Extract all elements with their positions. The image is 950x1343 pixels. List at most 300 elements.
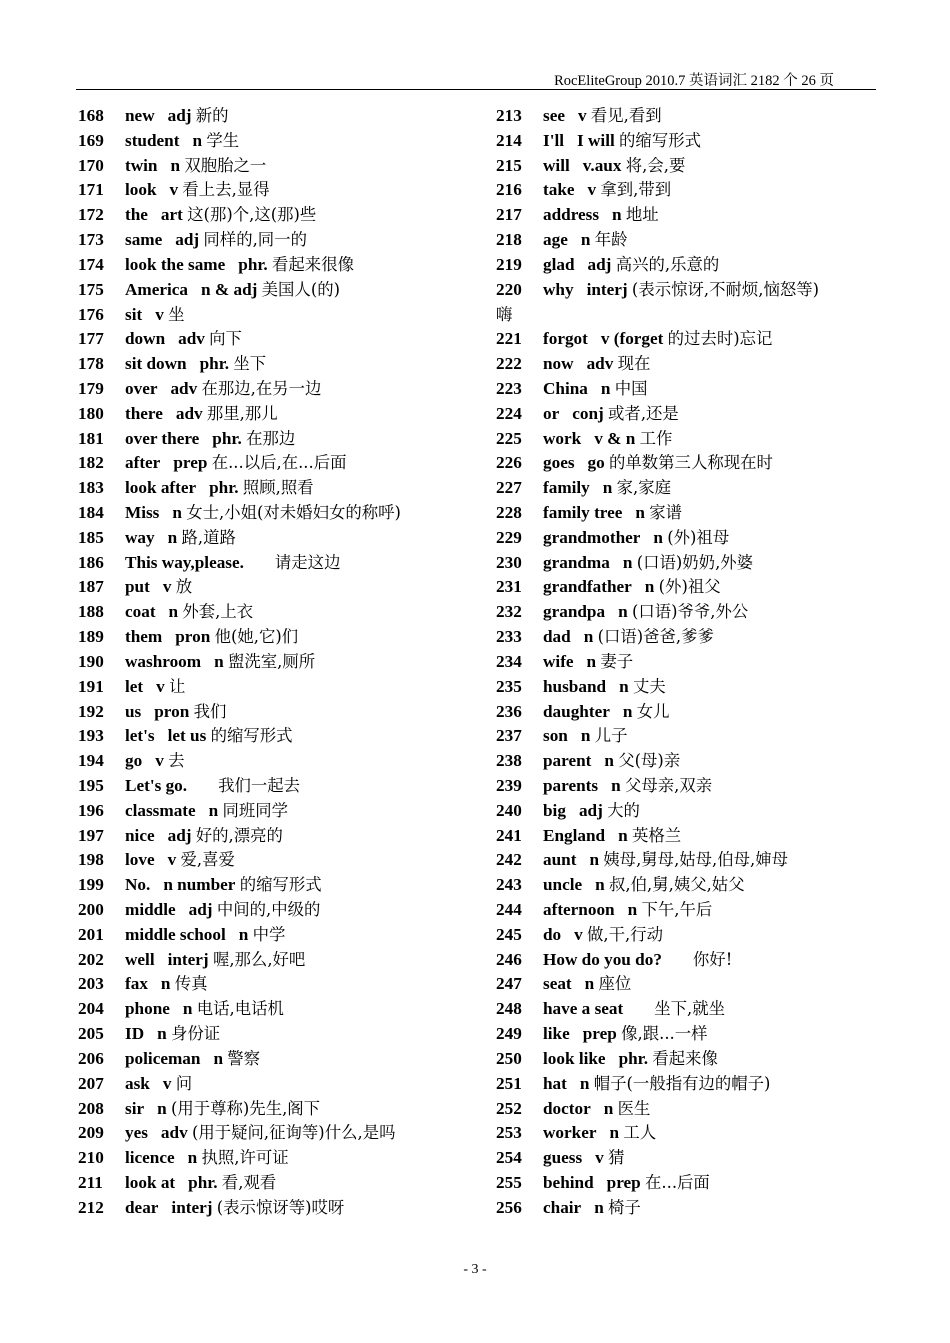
entry-word: husband [543,676,607,696]
entry-part-of-speech: n [627,900,638,919]
entry-number: 202 [78,949,104,969]
entry-word: over [125,378,158,398]
entry-number: 255 [496,1172,522,1192]
entry-meaning: 拿到,带到 [600,180,672,200]
entry-word: classmate [125,800,196,820]
entry-part-of-speech: n [167,527,178,547]
vocab-entry [496,600,878,625]
entry-word: No. [125,875,151,895]
vocab-entry [78,848,478,873]
entry-word: new [125,106,155,125]
vocab-entry [78,923,478,948]
vocab-entry [78,1072,478,1097]
entry-number: 240 [496,800,522,820]
entry-word: dad [543,627,571,647]
entry-meaning: 椅子 [608,1197,641,1217]
entry-meaning: 父母亲,双亲 [624,775,713,795]
entry-meaning: 医生 [617,1098,651,1118]
entry-meaning: 工作 [639,428,673,448]
entry-part-of-speech: n [644,577,655,597]
entry-part-of-speech: v [577,106,587,125]
entry-meaning: 的缩写形式 [239,875,322,895]
entry-part-of-speech: v [162,577,172,597]
entry-number: 215 [496,155,522,175]
entry-word: why [543,279,574,299]
entry-meaning: 向下 [209,329,242,349]
vocab-entry [496,1072,878,1097]
vocab-entry [78,129,478,154]
vocab-entry [78,178,478,203]
entry-part-of-speech: n [653,527,663,547]
entry-part-of-speech: adj [587,254,612,274]
entry-part-of-speech: phr. [618,1048,649,1068]
entry-number: 242 [496,850,522,870]
entry-part-of-speech: n [622,552,633,572]
vocab-entry [78,1097,478,1122]
entry-word: or [543,403,560,423]
entry-part-of-speech: adj [175,230,200,250]
entry-part-of-speech: n [580,726,591,746]
entry-part-of-speech: v & n [594,428,636,448]
vocab-entry [78,1121,478,1146]
vocab-entry [78,774,478,799]
entry-meaning: 像,跟...一样 [621,1024,708,1044]
vocab-entry [496,799,878,824]
entry-meaning: 那里,那儿 [206,403,278,423]
entry-meaning: 我们 [193,701,227,721]
entry-part-of-speech: v [156,676,165,696]
entry-number: 219 [496,254,522,274]
entry-number: 253 [496,1123,522,1143]
vocab-entry [78,551,478,576]
entry-meaning: (用于尊称)先生,阁下 [170,1098,321,1118]
entry-word: grandpa [543,602,606,622]
entry-word: sir [125,1098,145,1118]
vocab-entry [496,848,878,873]
entry-meaning: 警察 [227,1048,261,1068]
entry-number: 244 [496,900,522,919]
entry-word: look the same [125,254,226,274]
entry-word: sit [125,304,143,324]
entry-word: How do you do? [543,949,662,969]
entry-number: 169 [78,130,104,150]
vocab-entry [496,774,878,799]
entry-word: there [125,403,163,423]
entry-meaning: 看起来像 [652,1048,718,1068]
entry-number: 209 [78,1123,104,1143]
entry-part-of-speech: prep [173,453,208,473]
entry-number: 178 [78,354,104,374]
vocab-entry [78,675,478,700]
entry-part-of-speech: phr. [199,354,230,374]
entry-meaning: 电话,电话机 [196,999,284,1019]
entry-word: address [543,205,600,225]
vocab-entry [496,278,878,328]
vocab-entry [496,972,878,997]
vocab-entry [78,278,478,303]
entry-number: 197 [78,825,104,845]
entry-word: look at [125,1172,176,1192]
vocab-entry [78,948,478,973]
entry-meaning: 在那边 [246,428,296,448]
entry-part-of-speech: art [160,205,183,225]
vocab-entry [496,824,878,849]
entry-meaning: 问 [175,1073,193,1093]
entry-meaning: 看起来很像 [272,254,354,274]
entry-number: 208 [78,1098,104,1118]
entry-meaning: 让 [169,676,186,696]
entry-part-of-speech: adj [188,900,213,919]
entry-word: behind [543,1172,594,1192]
entry-number: 233 [496,627,522,647]
entry-number: 252 [496,1098,522,1118]
vocab-entry [496,997,878,1022]
entry-part-of-speech: n [192,130,203,150]
entry-part-of-speech: interj [167,949,209,969]
entry-number: 222 [496,354,522,374]
entry-number: 218 [496,230,522,250]
vocab-entry [496,675,878,700]
vocab-entry [496,724,878,749]
entry-part-of-speech: n [595,875,605,895]
entry-word: let [125,676,144,696]
entry-meaning: 在...以后,在...后面 [211,453,347,473]
entry-meaning: (外)祖母 [667,527,730,547]
entry-part-of-speech: adv [175,403,203,423]
entry-part-of-speech: n [157,1024,167,1044]
entry-part-of-speech: n [635,503,645,522]
vocab-column-left [78,104,478,1221]
vocab-entry [496,1047,878,1072]
entry-number: 175 [78,279,104,299]
vocab-entry [496,427,878,452]
entry-part-of-speech: adj [167,825,192,845]
vocab-entry [78,997,478,1022]
entry-word: ask [125,1073,150,1093]
entry-word: twin [125,155,158,175]
entry-number: 182 [78,453,104,473]
entry-word: same [125,230,163,250]
entry-meaning: 家,家庭 [616,478,672,498]
entry-number: 251 [496,1073,522,1093]
entry-word: do [543,924,562,944]
entry-number: 249 [496,1024,522,1044]
vocab-entry [496,253,878,278]
entry-meaning: 帽子(一般指有边的帽子) [593,1073,771,1093]
entry-number: 238 [496,751,522,771]
vocab-entry [78,650,478,675]
entry-word: family [543,478,590,498]
entry-meaning: 大的 [607,800,640,820]
entry-number: 225 [496,428,522,448]
vocab-entry [78,749,478,774]
entry-number: 214 [496,130,522,150]
entry-number: 246 [496,949,522,969]
entry-word: goes [543,453,575,473]
entry-meaning: 的过去时)忘记 [667,329,773,349]
entry-number: 210 [78,1148,104,1168]
entry-part-of-speech: n [600,378,611,398]
entry-word: seat [543,974,572,994]
entry-part-of-speech: n [580,230,591,250]
entry-part-of-speech: n [170,155,181,175]
entry-word: grandmother [543,527,641,547]
entry-part-of-speech: prep [582,1024,617,1044]
entry-meaning: 学生 [206,130,240,150]
entry-word: worker [543,1123,597,1143]
entry-part-of-speech: pron [154,701,190,721]
entry-part-of-speech: n [618,825,628,845]
entry-meaning: 同样的,同一的 [203,230,307,250]
entry-part-of-speech: n [187,1148,198,1168]
entry-meaning: 妻子 [600,651,634,671]
entry-word: yes [125,1123,148,1143]
entry-word: have a seat [543,999,624,1019]
entry-word: middle [125,900,176,919]
entry-part-of-speech: n & adj [201,279,258,299]
entry-meaning: 中间的,中级的 [216,900,321,919]
entry-number: 188 [78,602,104,622]
entry-word: age [543,230,568,250]
vocab-entry [496,327,878,352]
entry-word: down [125,329,166,349]
entry-meaning: 年龄 [594,230,628,250]
entry-word: uncle [543,875,583,895]
entry-part-of-speech: adv [586,354,614,374]
entry-meaning: 在...后面 [645,1172,710,1192]
vocab-entry [496,154,878,179]
entry-meaning: 中国 [614,378,648,398]
entry-part-of-speech: n [603,1098,614,1118]
entry-word: daughter [543,701,610,721]
vocab-entry [78,873,478,898]
entry-part-of-speech: go [587,453,605,473]
vocab-entry [78,377,478,402]
entry-meaning: (表示惊讶等)哎呀 [216,1197,345,1217]
entry-meaning: 美国人(的) [261,279,341,299]
entry-meaning: 姨母,舅母,姑母,伯母,婶母 [603,850,789,870]
entry-number: 191 [78,676,104,696]
entry-meaning: 看,观看 [221,1172,277,1192]
entry-number: 234 [496,651,522,671]
entry-meaning: 坐下 [233,354,267,374]
entry-number: 186 [78,552,104,572]
entry-word: middle school [125,924,226,944]
entry-number: 228 [496,503,522,522]
entry-word: the [125,205,148,225]
entry-word: chair [543,1197,582,1217]
entry-number: 201 [78,924,104,944]
vocab-entry [496,104,878,129]
entry-number: 193 [78,726,104,746]
vocab-entry [496,551,878,576]
entry-number: 183 [78,478,104,498]
entry-word: parent [543,751,592,771]
entry-word: sit down [125,354,187,374]
vocab-entry [496,749,878,774]
entry-number: 250 [496,1048,522,1068]
entry-word: us [125,701,142,721]
entry-meaning: 的缩写形式 [210,726,293,746]
entry-number: 217 [496,205,522,225]
entry-part-of-speech: n [602,478,613,498]
entry-word: hat [543,1073,567,1093]
vocab-entry [496,228,878,253]
entry-meaning: 丈夫 [632,676,666,696]
entry-word: policeman [125,1048,201,1068]
entry-word: son [543,726,568,746]
entry-word: family tree [543,503,623,522]
entry-number: 181 [78,428,104,448]
entry-number: 230 [496,552,522,572]
entry-part-of-speech: n [238,924,249,944]
entry-part-of-speech: v (forget [600,329,664,349]
entry-meaning: 我们一起去 [218,775,301,795]
entry-part-of-speech: phr. [212,428,242,448]
vocab-entry [78,154,478,179]
vocab-entry [78,476,478,501]
vocab-entry [496,402,878,427]
vocab-entry [496,923,878,948]
vocab-column-right [496,104,878,1221]
entry-meaning: 座位 [598,974,632,994]
page-number: - 3 - [463,1262,487,1277]
entry-number: 216 [496,180,522,200]
vocab-entry [78,1022,478,1047]
vocab-entry [78,1146,478,1171]
entry-number: 231 [496,577,522,597]
entry-part-of-speech: v [595,1148,604,1168]
entry-word: like [543,1024,570,1044]
entry-part-of-speech: phr. [188,1172,218,1192]
entry-meaning: 坐 [168,304,185,324]
entry-word: big [543,800,566,820]
entry-number: 176 [78,304,104,324]
entry-meaning: 传真 [174,974,208,994]
entry-word: look [125,180,157,200]
vocab-entry [78,972,478,997]
entry-word: nice [125,825,155,845]
entry-number: 245 [496,924,522,944]
entry-number: 237 [496,726,522,746]
entry-meaning: 同班同学 [222,800,289,820]
vocab-entry [496,575,878,600]
entry-part-of-speech: conj [572,403,604,423]
entry-number: 179 [78,378,104,398]
entry-word: I'll [543,130,565,150]
entry-number: 254 [496,1148,522,1168]
vocab-entry [78,451,478,476]
entry-word: look like [543,1048,606,1068]
entry-number: 224 [496,403,522,423]
entry-part-of-speech: n [157,1098,167,1118]
header-text: RocEliteGroup 2010.7 英语词汇 2182 个 26 页 [554,73,834,89]
entry-word: guess [543,1148,583,1168]
vocab-entry [78,303,478,328]
entry-meaning: 家谱 [649,503,683,522]
entry-meaning: 你好! [692,949,733,969]
entry-meaning: (外)祖父 [658,577,721,597]
entry-word: forgot [543,329,588,349]
entry-part-of-speech: n [618,602,628,622]
entry-number: 211 [78,1172,103,1192]
vocab-entry [496,129,878,154]
vocab-entry [78,799,478,824]
entry-meaning: 执照,许可证 [201,1148,289,1168]
entry-number: 204 [78,999,104,1019]
entry-number: 192 [78,701,104,721]
entry-part-of-speech: n [609,1123,620,1143]
entry-number: 196 [78,800,104,820]
entry-part-of-speech: n [172,503,182,522]
entry-meaning: 爱,喜爱 [180,850,235,870]
entry-number: 199 [78,875,104,895]
entry-number: 226 [496,453,522,473]
vocab-entry [496,352,878,377]
vocab-entry [496,898,878,923]
entry-meaning: 工人 [623,1123,657,1143]
vocab-entry [78,625,478,650]
entry-part-of-speech: v [587,180,597,200]
entry-part-of-speech: n [612,205,622,225]
vocab-entry [78,1047,478,1072]
entry-part-of-speech: n [579,1073,590,1093]
vocab-entry [496,203,878,228]
entry-word: will [543,155,570,175]
entry-meaning: 下午,午后 [641,900,713,919]
entry-word: grandma [543,552,610,572]
entry-word: doctor [543,1098,591,1118]
entry-number: 200 [78,900,104,919]
vocab-entry [496,873,878,898]
entry-part-of-speech: interj [586,279,628,299]
vocab-entry [496,1171,878,1196]
vocab-entry [496,1121,878,1146]
vocab-entry [496,526,878,551]
entry-meaning: 照顾,照看 [242,478,314,498]
entry-word: ID [125,1024,145,1044]
vocab-entry [78,1196,478,1221]
entry-number: 232 [496,602,522,622]
entry-meaning: 做,干,行动 [587,924,664,944]
entry-word: grandfather [543,577,632,597]
vocab-entry [78,575,478,600]
entry-number: 194 [78,751,104,771]
entry-number: 185 [78,527,104,547]
vocab-entry [496,451,878,476]
entry-meaning: 父(母)亲 [618,751,681,771]
entry-number: 220 [496,279,522,299]
vocab-entry [496,650,878,675]
entry-word: over there [125,428,200,448]
entry-number: 213 [496,106,522,125]
entry-part-of-speech: n number [163,875,236,895]
entry-number: 170 [78,155,104,175]
entry-part-of-speech: v.aux [582,155,622,175]
entry-number: 248 [496,999,522,1019]
entry-word: well [125,949,155,969]
entry-part-of-speech: v [167,850,177,870]
vocab-entry [78,203,478,228]
entry-part-of-speech: n [594,1197,604,1217]
entry-number: 190 [78,651,104,671]
entry-part-of-speech: n [622,701,633,721]
entry-number: 172 [78,205,104,225]
entry-word: love [125,850,155,870]
entry-meaning: 或者,还是 [608,403,679,423]
entry-meaning: 喔,那么,好吧 [212,949,306,969]
vocab-entry [78,1171,478,1196]
